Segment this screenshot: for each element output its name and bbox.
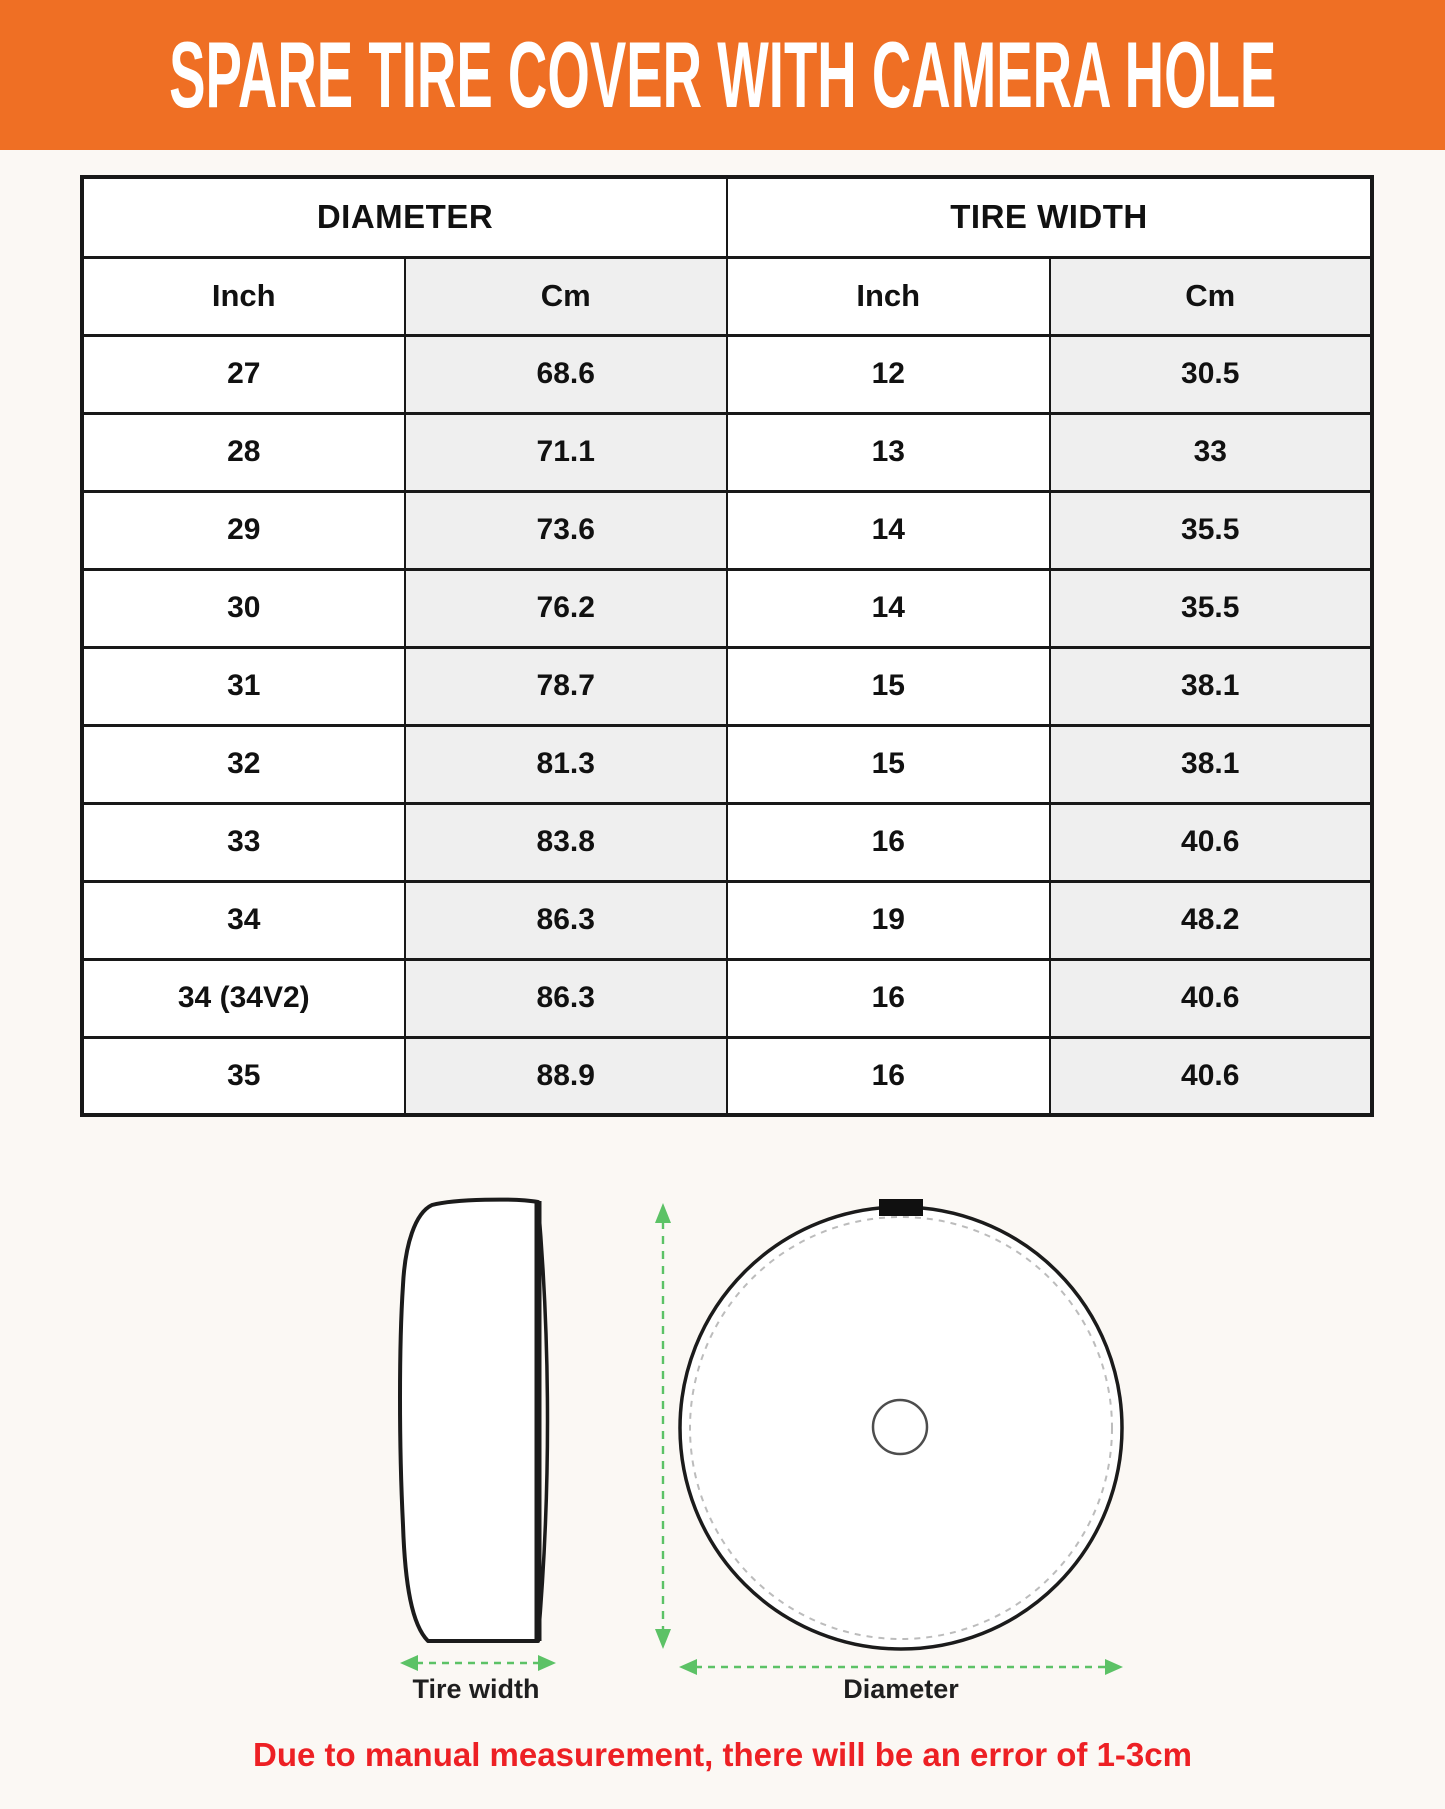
inch-value-cell: 27 <box>82 335 405 413</box>
inch-value-cell: 34 <box>82 881 405 959</box>
table-row <box>82 647 1372 725</box>
inch-value-cell: 16 <box>727 1037 1050 1115</box>
tire-width-arrow <box>400 1655 556 1671</box>
table-row <box>82 881 1372 959</box>
table-row <box>82 335 1372 413</box>
table-row <box>82 569 1372 647</box>
cm-value-cell: 76.2 <box>405 569 728 647</box>
group-header-tire-width: TIRE WIDTH <box>727 177 1372 257</box>
inch-value-cell: 13 <box>727 413 1050 491</box>
inch-value-cell: 14 <box>727 491 1050 569</box>
cm-value-cell: 33 <box>1050 413 1373 491</box>
cm-value-cell: 86.3 <box>405 881 728 959</box>
cm-value-cell: 35.5 <box>1050 491 1373 569</box>
tire-width-label: Tire width <box>412 1674 540 1704</box>
size-table <box>80 175 1374 1117</box>
subheader-diameter-cm: Cm <box>405 257 728 335</box>
table-row <box>82 959 1372 1037</box>
cm-value-cell: 83.8 <box>405 803 728 881</box>
table-row <box>82 491 1372 569</box>
header-banner <box>0 0 1445 150</box>
cm-value-cell: 48.2 <box>1050 881 1373 959</box>
tire-side-outline <box>400 1200 538 1641</box>
cm-value-cell: 88.9 <box>405 1037 728 1115</box>
inch-value-cell: 12 <box>727 335 1050 413</box>
cm-value-cell: 38.1 <box>1050 725 1373 803</box>
cm-value-cell: 38.1 <box>1050 647 1373 725</box>
inch-value-cell: 35 <box>82 1037 405 1115</box>
strap-marker <box>879 1199 923 1216</box>
cm-value-cell: 78.7 <box>405 647 728 725</box>
cm-value-cell: 40.6 <box>1050 1037 1373 1115</box>
inch-value-cell: 16 <box>727 803 1050 881</box>
inch-value-cell: 15 <box>727 647 1050 725</box>
inch-value-cell: 28 <box>82 413 405 491</box>
inch-value-cell: 30 <box>82 569 405 647</box>
inch-value-cell: 16 <box>727 959 1050 1037</box>
subheader-width-cm: Cm <box>1050 257 1373 335</box>
inch-value-cell: 14 <box>727 569 1050 647</box>
cm-value-cell: 71.1 <box>405 413 728 491</box>
inch-value-cell: 19 <box>727 881 1050 959</box>
tire-measurement-diagram <box>0 1185 1445 1715</box>
page-title: SPARE TIRE COVER WITH CAMERA HOLE <box>168 22 1277 128</box>
inch-value-cell: 15 <box>727 725 1050 803</box>
table-row <box>82 803 1372 881</box>
inch-value-cell: 33 <box>82 803 405 881</box>
measurement-error-note: Due to manual measurement, there will be an error of 1-3cm <box>253 1736 1192 1773</box>
subheader-row <box>82 257 1372 335</box>
cm-value-cell: 40.6 <box>1050 959 1373 1037</box>
inch-value-cell: 29 <box>82 491 405 569</box>
diameter-arrow <box>679 1659 1123 1675</box>
inch-value-cell: 34 (34V2) <box>82 959 405 1037</box>
cm-value-cell: 86.3 <box>405 959 728 1037</box>
table-row <box>82 725 1372 803</box>
cm-value-cell: 30.5 <box>1050 335 1373 413</box>
table-row <box>82 413 1372 491</box>
cm-value-cell: 68.6 <box>405 335 728 413</box>
group-header-row <box>82 177 1372 257</box>
cm-value-cell: 35.5 <box>1050 569 1373 647</box>
inch-value-cell: 32 <box>82 725 405 803</box>
cm-value-cell: 81.3 <box>405 725 728 803</box>
cm-value-cell: 40.6 <box>1050 803 1373 881</box>
tire-side-view <box>400 1200 556 1671</box>
cm-value-cell: 73.6 <box>405 491 728 569</box>
subheader-diameter-inch: Inch <box>82 257 405 335</box>
tire-front-view <box>679 1199 1123 1675</box>
camera-hole <box>873 1400 927 1454</box>
diameter-label: Diameter <box>843 1674 959 1704</box>
diameter-vertical-arrow <box>655 1203 671 1649</box>
group-header-diameter: DIAMETER <box>82 177 727 257</box>
subheader-width-inch: Inch <box>727 257 1050 335</box>
table-row <box>82 1037 1372 1115</box>
inch-value-cell: 31 <box>82 647 405 725</box>
